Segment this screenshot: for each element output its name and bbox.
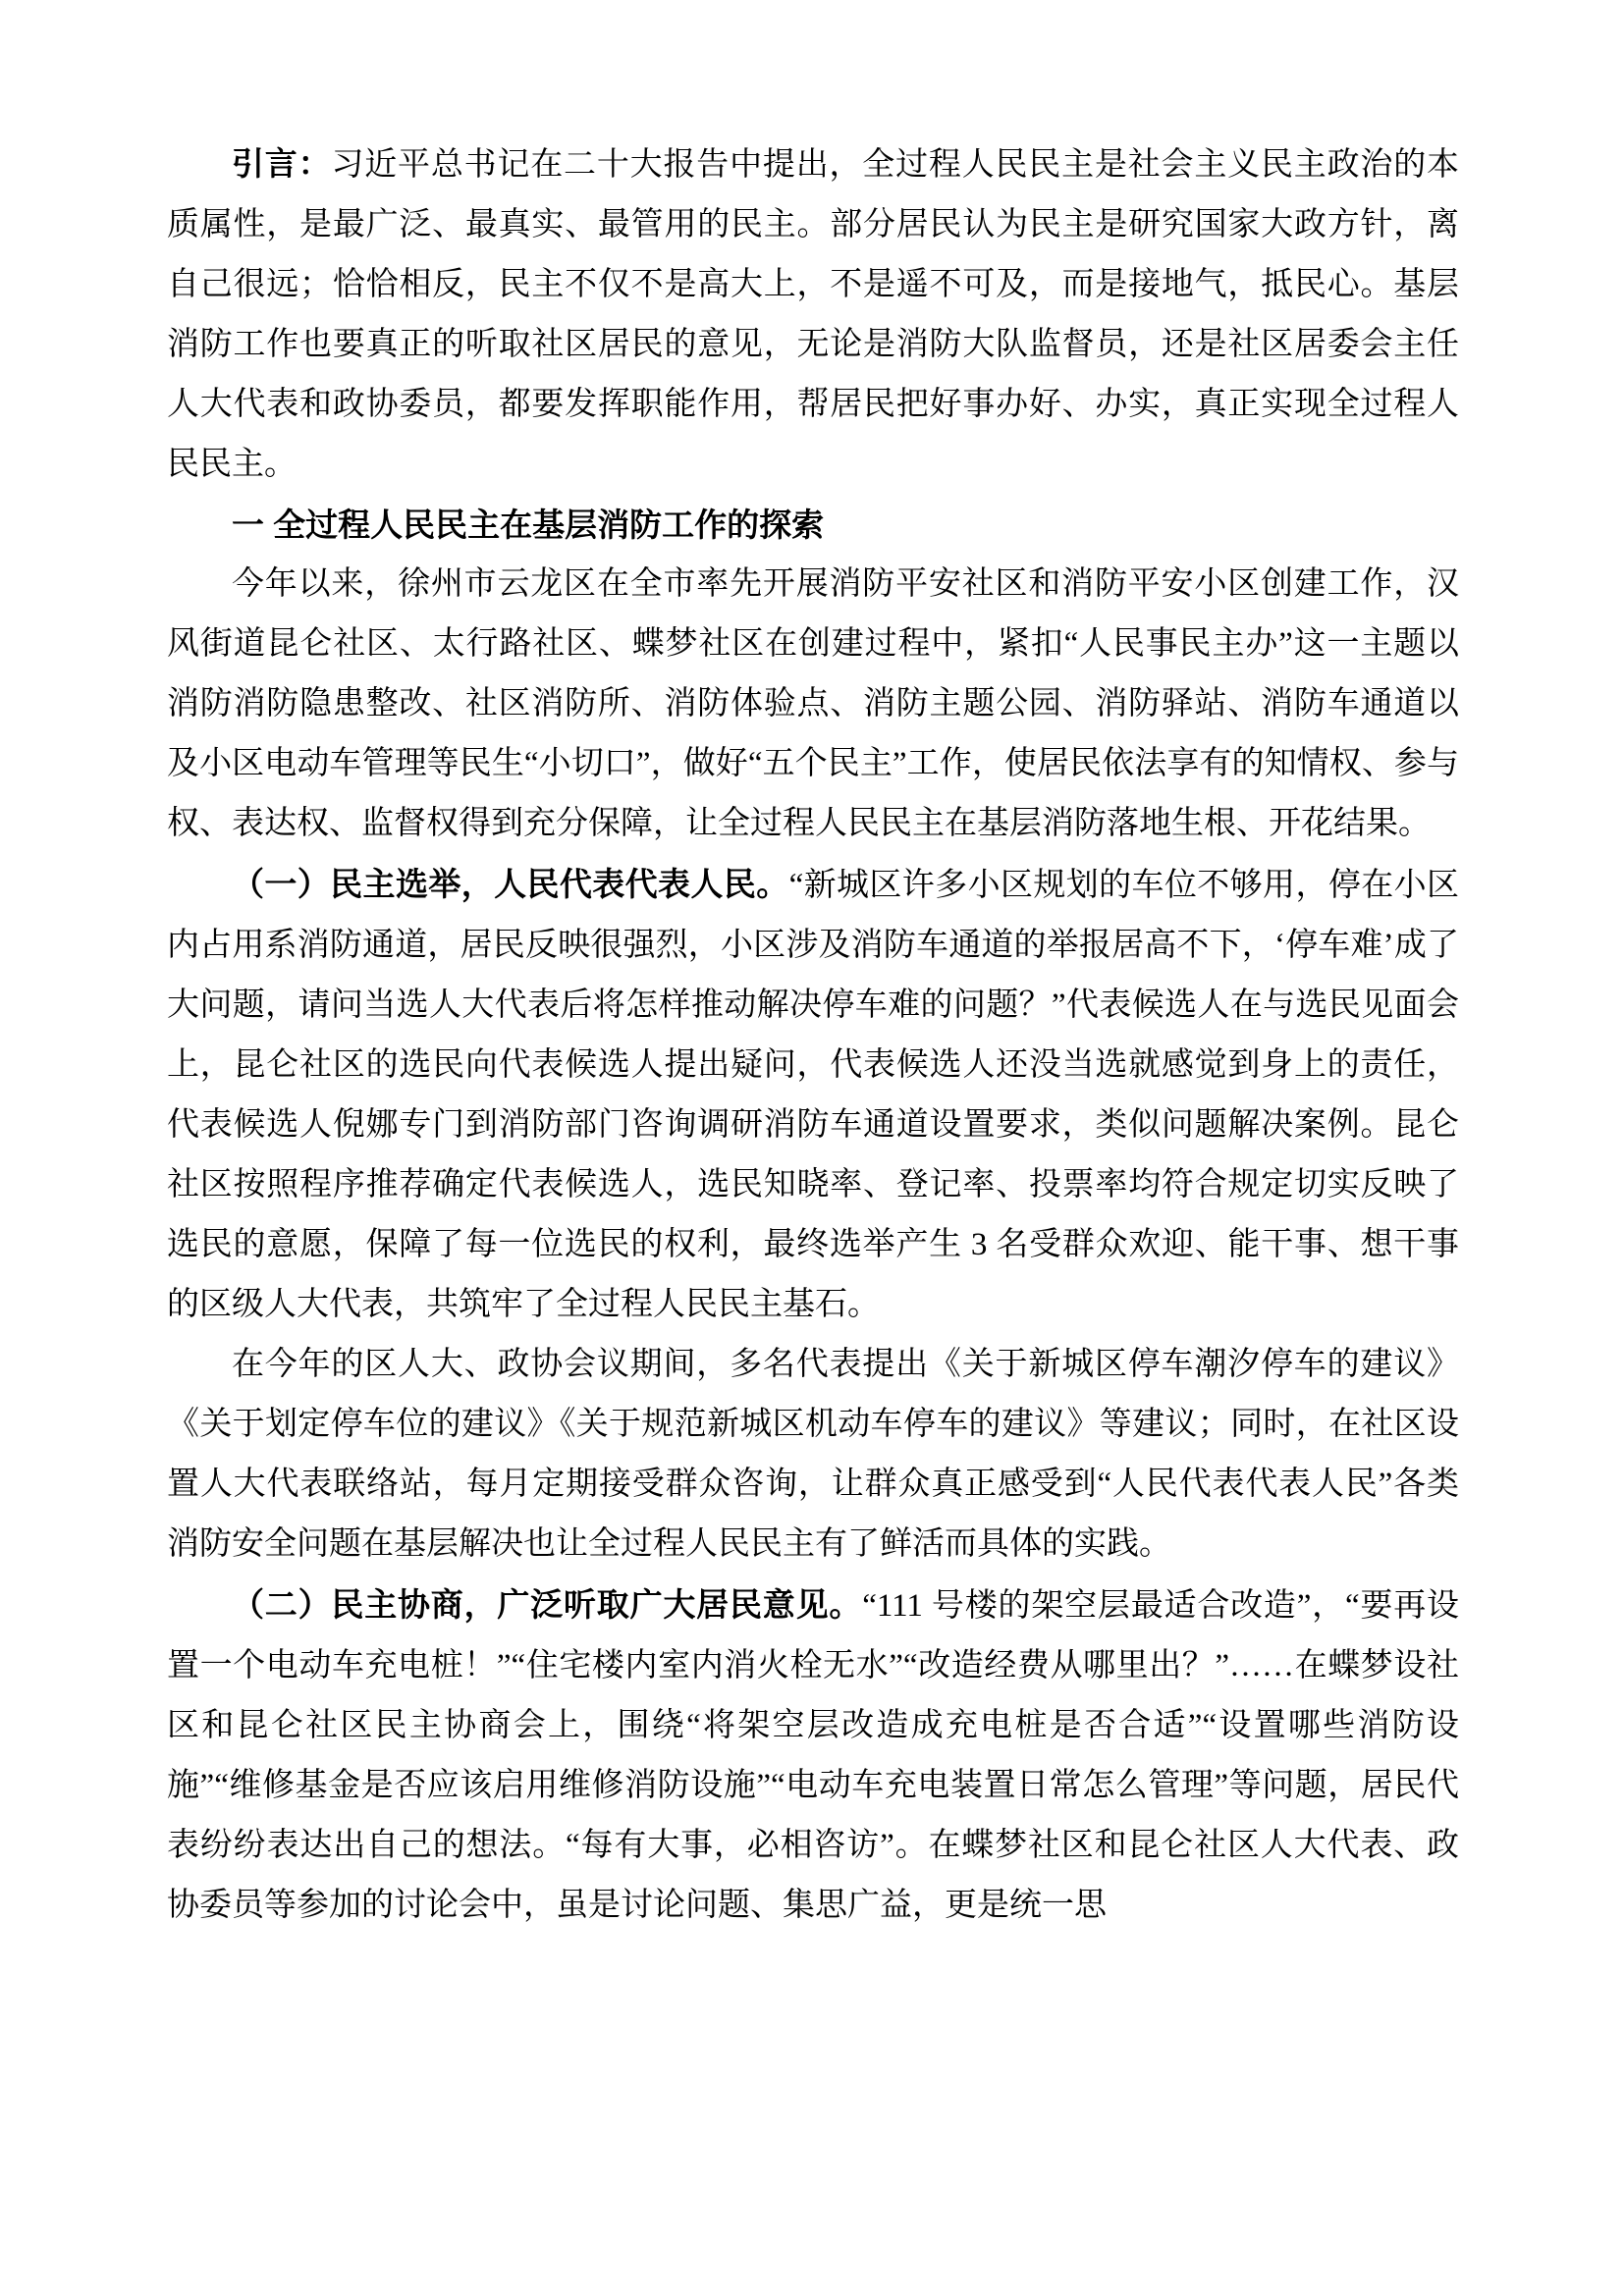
paragraph-section1: 今年以来，徐州市云龙区在全市率先开展消防平安社区和消防平安小区创建工作，汉风街道昆仑社区、太行路社区、蝶梦社区在创建过程中，紧扣“人民事民主办”这一主题以消防消防隐患整改、社区消防所、消防体验点、消防主题公园、消防驿站、消防车通道以及小区电动车管理等民生“小切口”，做好“五个民主”工作，使居民依法享有的知情权、参与权、表达权、监督权得到充分保障，让全过程人民民主在基层消防落地生根、开花结果。 xyxy=(167,566,1459,841)
intro-lead-label: 引言： xyxy=(232,147,332,183)
sub1-text: “新城区许多小区规划的车位不够用，停在小区内占用系消防通道，居民反映很强烈，小区涉及消防车通道的举报居高不下，‘停车难’成了大问题，请问当选人大代表后将怎样推动解决停车难的问题？”代表候选人在与选民见面会上，昆仑社区的选民向代表候选人提出疑问，代表候选人还没当选就感觉到身上的责任，代表候选人倪娜专门到消防部门咨询调研消防车通道设置要求，类似问题解决案例。昆仑社区按照程序推荐确定代表候选人，选民知晓率、登记率、投票率均符合规定切实反映了选民的意愿，保障了每一位选民的权利，最终选举产生 3 名受群众欢迎、能干事、想干事的区级人大代表，共筑牢了全过程人民民主基石。 xyxy=(167,868,1459,1322)
sub1-lead-label: （一）民主选举，人民代表代表人民。 xyxy=(232,866,789,902)
intro-text: 习近平总书记在二十大报告中提出，全过程人民民主是社会主义民主政治的本质属性，是最广泛、最真实、最管用的民主。部分居民认为民主是研究国家大政方针，离自己很远；恰恰相反，民主不仅不是高大上，不是遥不可及，而是接地气，抵民心。基层消防工作也要真正的听取社区居民的意见，无论是消防大队监督员，还是社区居委会主任人大代表和政协委员，都要发挥职能作用，帮居民把好事办好、办实，真正实现全过程人民民主。 xyxy=(167,147,1460,482)
sub2-lead-label: （二）民主协商，广泛听取广大居民意见。 xyxy=(232,1586,863,1623)
paragraph-sub2 xyxy=(167,1575,1459,1936)
paragraph-sub1-continued: 在今年的区人大、政协会议期间，多名代表提出《关于新城区停车潮汐停车的建议》《关于划定停车位的建议》《关于规范新城区机动车停车的建议》等建议；同时，在社区设置人大代表联络站，每月定期接受群众咨询，让群众真正感受到“人民代表代表人民”各类消防安全问题在基层解决也让全过程人民民主有了鲜活而具体的实践。 xyxy=(167,1347,1459,1562)
document-body xyxy=(167,135,1459,1936)
sub2-text: “111 号楼的架空层最适合改造”，“要再设置一个电动车充电桩！”“住宅楼内室内消火栓无水”“改造经费从哪里出？”……在蝶梦设社区和昆仑社区民主协商会上，围绕“将架空层改造成充电桩是否合适”“设置哪些消防设施”“维修基金是否应该启用维修消防设施”“电动车充电装置日常怎么管理”等问题，居民代表纷纷表达出自己的想法。“每有大事，必相咨访”。在蝶梦社区和昆仑社区人大代表、政协委员等参加的讨论会中，虽是讨论问题、集思广益，更是统一思 xyxy=(167,1588,1460,1923)
paragraph-sub1 xyxy=(167,854,1459,1335)
section-heading: 一 全过程人民民主在基层消防工作的探索 xyxy=(232,507,825,543)
paragraph-intro xyxy=(167,135,1459,495)
